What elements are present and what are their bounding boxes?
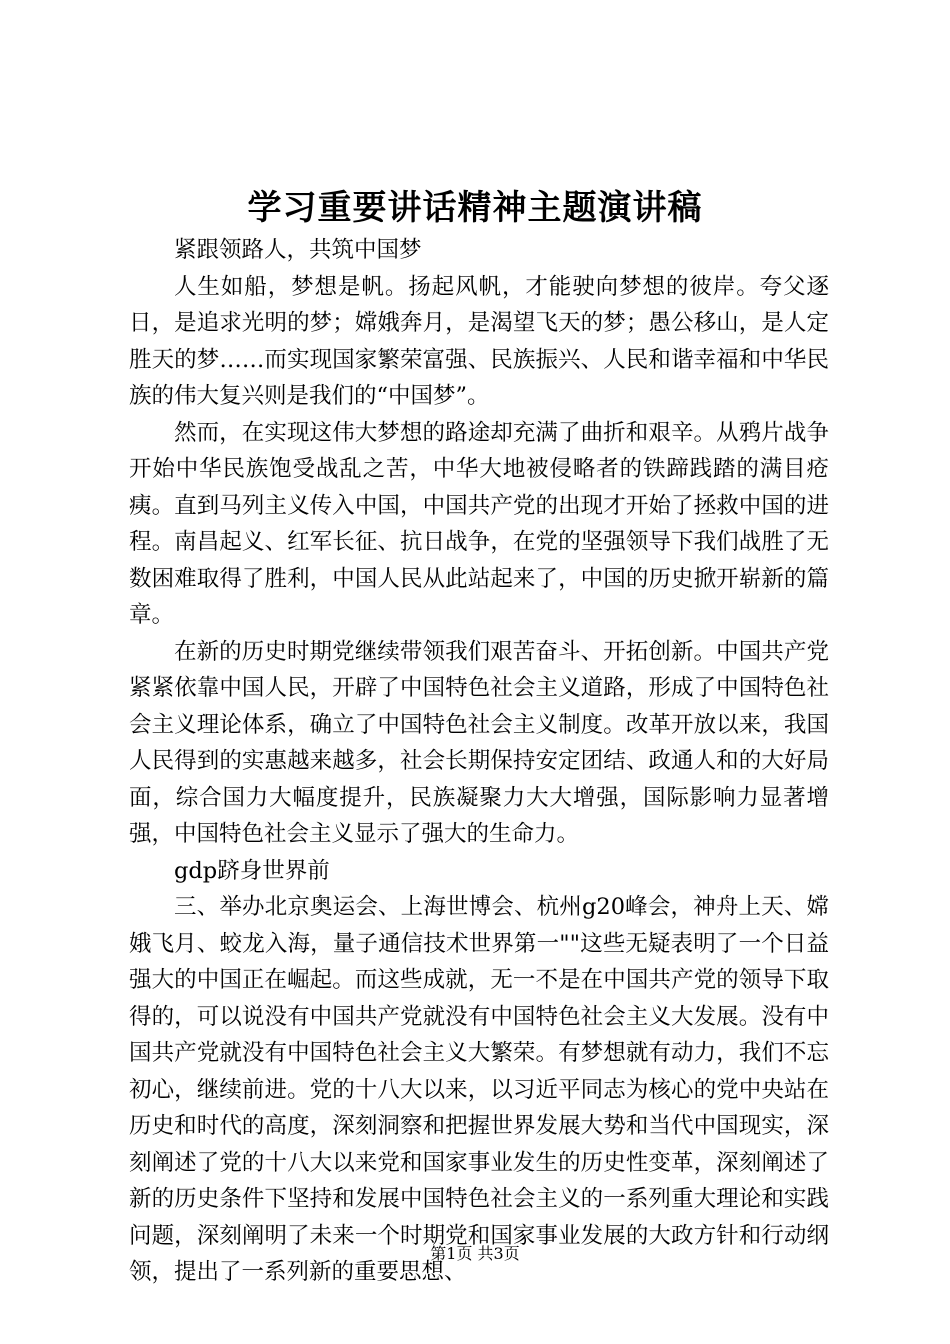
body-paragraph: 在新的历史时期党继续带领我们艰苦奋斗、开拓创新。中国共产党紧紧依靠中国人民，开辟了中国特色社会主义道路，形成了中国特色社会主义理论体系，确立了中国特色社会主义制度。改革开放以来，我国人民得到的实惠越来越多，社会长期保持安定团结、政通人和的大好局面，综合国力大幅度提升，民族凝聚力大大增强，国际影响力显著增强，中国特色社会主义显示了强大的生命力。: [129, 638, 829, 847]
body-paragraph: 人生如船，梦想是帆。扬起风帆，才能驶向梦想的彼岸。夸父逐日，是追求光明的梦；嫦娥奔月，是渴望飞天的梦；愚公移山，是人定胜天的梦……而实现国家繁荣富强、民族振兴、人民和谐幸福和中华民族的伟大复兴则是我们的“中国梦”。: [129, 273, 829, 409]
body-paragraph: 然而，在实现这伟大梦想的路途却充满了曲折和艰辛。从鸦片战争开始中华民族饱受战乱之苦，中华大地被侵略者的铁蹄践踏的满目疮痍。直到马列主义传入中国，中国共产党的出现才开始了拯救中国的进程。南昌起义、红军长征、抗日战争，在党的坚强领导下我们战胜了无数困难取得了胜利，中国人民从此站起来了，中国的历史掀开崭新的篇章。: [129, 419, 829, 628]
body-paragraph: 三、举办北京奥运会、上海世博会、杭州g20峰会，神舟上天、嫦娥飞月、蛟龙入海，量子通信技术世界第一""这些无疑表明了一个日益强大的中国正在崛起。而这些成就，无一不是在中国共产党的领导下取得的，可以说没有中国共产党就没有中国特色社会主义大发展。没有中国共产党就没有中国特色社会主义大繁荣。有梦想就有动力，我们不忘初心，继续前进。党的十八大以来，以习近平同志为核心的党中央站在历史和时代的高度，深刻洞察和把握世界发展大势和当代中国现实，深刻阐述了党的十八大以来党和国家事业发生的历史性变革，深刻阐述了新的历史条件下坚持和发展中国特色社会主义的一系列重大理论和实践问题，深刻阐明了未来一个时期党和国家事业发展的大政方针和行动纲领，提出了一系列新的重要思想、: [129, 894, 829, 1285]
document-title: 学习重要讲话精神主题演讲稿: [247, 188, 703, 228]
body-paragraph: gdp跻身世界前: [174, 857, 330, 884]
document-body: [129, 232, 829, 1291]
page-footer: 第1页 共3页: [430, 1244, 520, 1263]
subtitle-paragraph: 紧跟领路人，共筑中国梦: [174, 237, 422, 263]
